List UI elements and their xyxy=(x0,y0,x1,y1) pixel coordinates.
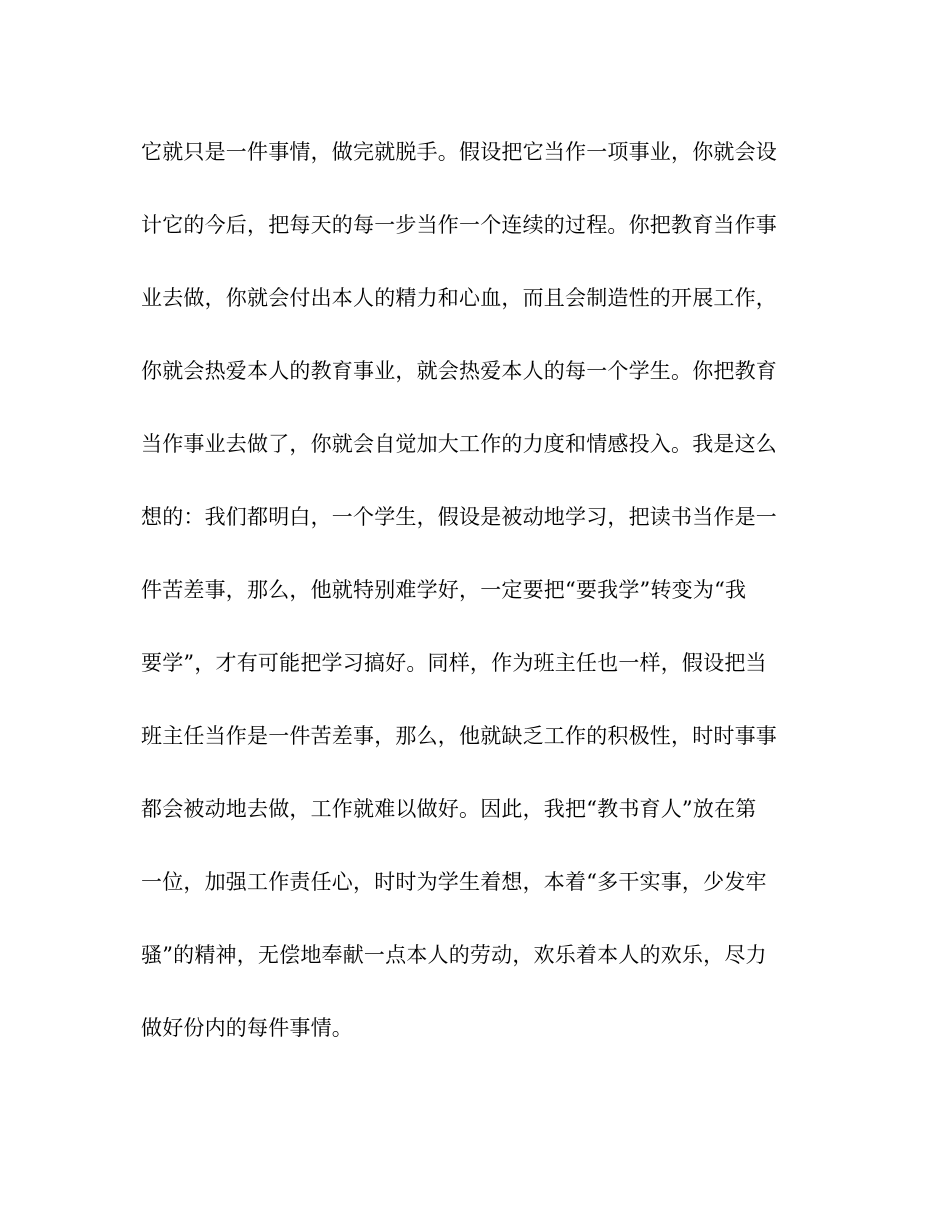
paragraph-line: 件苦差事，那么，他就特别难学好，一定要把“要我学”转变为“我 xyxy=(141,578,747,602)
paragraph-line: 一位，加强工作责任心，时时为学生着想，本着“多干实事，少发牢 xyxy=(141,870,767,894)
paragraph-line: 你就会热爱本人的教育事业，就会热爱本人的每一个学生。你把教育 xyxy=(141,359,777,383)
paragraph-line: 当作事业去做了，你就会自觉加大工作的力度和情感投入。我是这么 xyxy=(141,432,777,456)
paragraph-line: 都会被动地去做，工作就难以做好。因此，我把“教书育人”放在第 xyxy=(141,797,757,821)
paragraph-line: 要学”，才有可能把学习搞好。同样，作为班主任也一样，假设把当 xyxy=(141,651,767,675)
paragraph-line: 业去做，你就会付出本人的精力和心血，而且会制造性的开展工作， xyxy=(141,286,777,310)
body-paragraph xyxy=(141,116,801,1065)
paragraph-line: 做好份内的每件事情。 xyxy=(141,1016,353,1040)
paragraph-line: 它就只是一件事情，做完就脱手。假设把它当作一项事业，你就会设 xyxy=(141,140,777,164)
paragraph-line: 班主任当作是一件苦差事，那么，他就缺乏工作的积极性，时时事事 xyxy=(141,724,777,748)
paragraph-line: 计它的今后，把每天的每一步当作一个连续的过程。你把教育当作事 xyxy=(141,213,777,237)
paragraph-line: 骚”的精神，无偿地奉献一点本人的劳动，欢乐着本人的欢乐，尽力 xyxy=(141,943,767,967)
paragraph-line: 想的：我们都明白，一个学生，假设是被动地学习，把读书当作是一 xyxy=(141,505,777,529)
